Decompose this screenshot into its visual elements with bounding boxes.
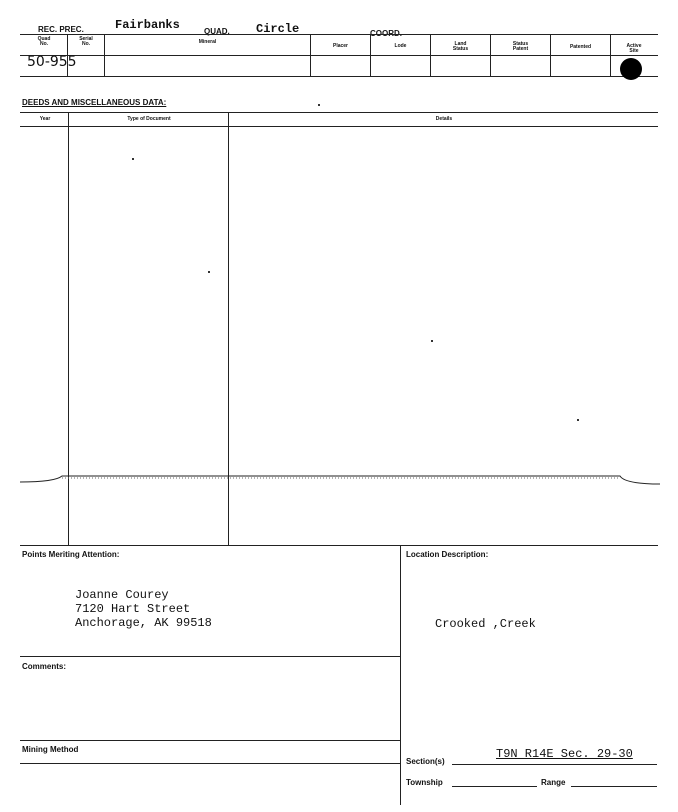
speck bbox=[577, 419, 579, 421]
col-active-site-line1: Active bbox=[626, 43, 642, 49]
col-land-status bbox=[431, 42, 490, 52]
col-divider-status-patent bbox=[490, 34, 491, 76]
col-divider-lode bbox=[370, 34, 371, 76]
col-divider-active-site bbox=[610, 34, 611, 76]
comments-label: Comments: bbox=[22, 662, 67, 671]
header-top-rule bbox=[20, 34, 658, 35]
col-land-status-line1: Land bbox=[454, 41, 467, 47]
active-site-dot bbox=[620, 58, 642, 80]
location-description-label: Location Description: bbox=[406, 550, 489, 559]
rec-prec-value: Fairbanks bbox=[115, 18, 180, 32]
bottom-center-divider bbox=[400, 545, 401, 805]
col-active-site-line2: Site bbox=[629, 48, 639, 54]
speck bbox=[431, 340, 433, 342]
record-bottom-rule bbox=[20, 76, 658, 77]
quad-label: QUAD. bbox=[204, 27, 230, 36]
col-status-patent bbox=[491, 42, 550, 52]
speck bbox=[132, 158, 134, 160]
col-lode: Lode bbox=[394, 43, 407, 49]
col-divider-patented bbox=[550, 34, 551, 76]
col-serial-no-line2: No. bbox=[81, 41, 91, 47]
deeds-header-rule bbox=[20, 126, 658, 127]
col-divider-placer bbox=[310, 34, 311, 76]
page-fold-line bbox=[0, 470, 678, 490]
comments-top-rule bbox=[20, 656, 400, 657]
mining-top-rule bbox=[20, 740, 400, 741]
deeds-section-title: DEEDS AND MISCELLANEOUS DATA: bbox=[22, 98, 167, 107]
col-serial-no bbox=[68, 37, 104, 47]
sections-label: Section(s) bbox=[406, 757, 445, 766]
mining-bottom-rule bbox=[20, 763, 400, 764]
col-details: Details bbox=[435, 116, 453, 122]
record-header-rule bbox=[20, 55, 658, 56]
col-placer: Placer bbox=[332, 43, 348, 49]
range-label: Range bbox=[541, 778, 566, 787]
col-type-of-document: Type of Document bbox=[127, 116, 171, 122]
col-active-site bbox=[612, 44, 656, 54]
col-patented: Patented bbox=[569, 44, 592, 50]
speck bbox=[318, 104, 320, 106]
coord-label: COORD. bbox=[370, 29, 402, 38]
speck bbox=[208, 271, 210, 273]
rec-prec-label: REC. PREC. bbox=[38, 25, 84, 34]
col-quad-no-line1: Quad bbox=[37, 36, 51, 42]
sections-value: T9N R14E Sec. 29-30 bbox=[496, 747, 633, 761]
col-year: Year bbox=[39, 116, 51, 122]
quad-serial-value: 50-955 bbox=[27, 54, 77, 70]
points-street: 7120 Hart Street bbox=[75, 602, 191, 616]
range-underline bbox=[571, 786, 657, 787]
township-underline bbox=[452, 786, 537, 787]
township-label: Township bbox=[406, 778, 443, 787]
col-quad-no-line2: No. bbox=[39, 41, 49, 47]
points-name: Joanne Courey bbox=[75, 588, 169, 602]
location-description-value: Crooked ,Creek bbox=[435, 617, 536, 631]
col-divider-land-status bbox=[430, 34, 431, 76]
mining-method-label: Mining Method bbox=[22, 745, 79, 754]
col-quad-no bbox=[22, 37, 66, 47]
col-land-status-line2: Status bbox=[452, 46, 469, 52]
points-city: Anchorage, AK 99518 bbox=[75, 616, 212, 630]
col-status-patent-line1: Status bbox=[512, 41, 529, 47]
col-serial-no-line1: Serial bbox=[79, 36, 93, 42]
col-mineral: Mineral bbox=[198, 39, 217, 45]
quad-value: Circle bbox=[256, 22, 300, 36]
points-label: Points Meriting Attention: bbox=[22, 550, 120, 559]
deeds-top-rule bbox=[20, 112, 658, 113]
col-status-patent-line2: Patent bbox=[512, 46, 529, 52]
bottom-section-top-rule bbox=[20, 545, 658, 546]
sections-underline bbox=[452, 764, 657, 765]
